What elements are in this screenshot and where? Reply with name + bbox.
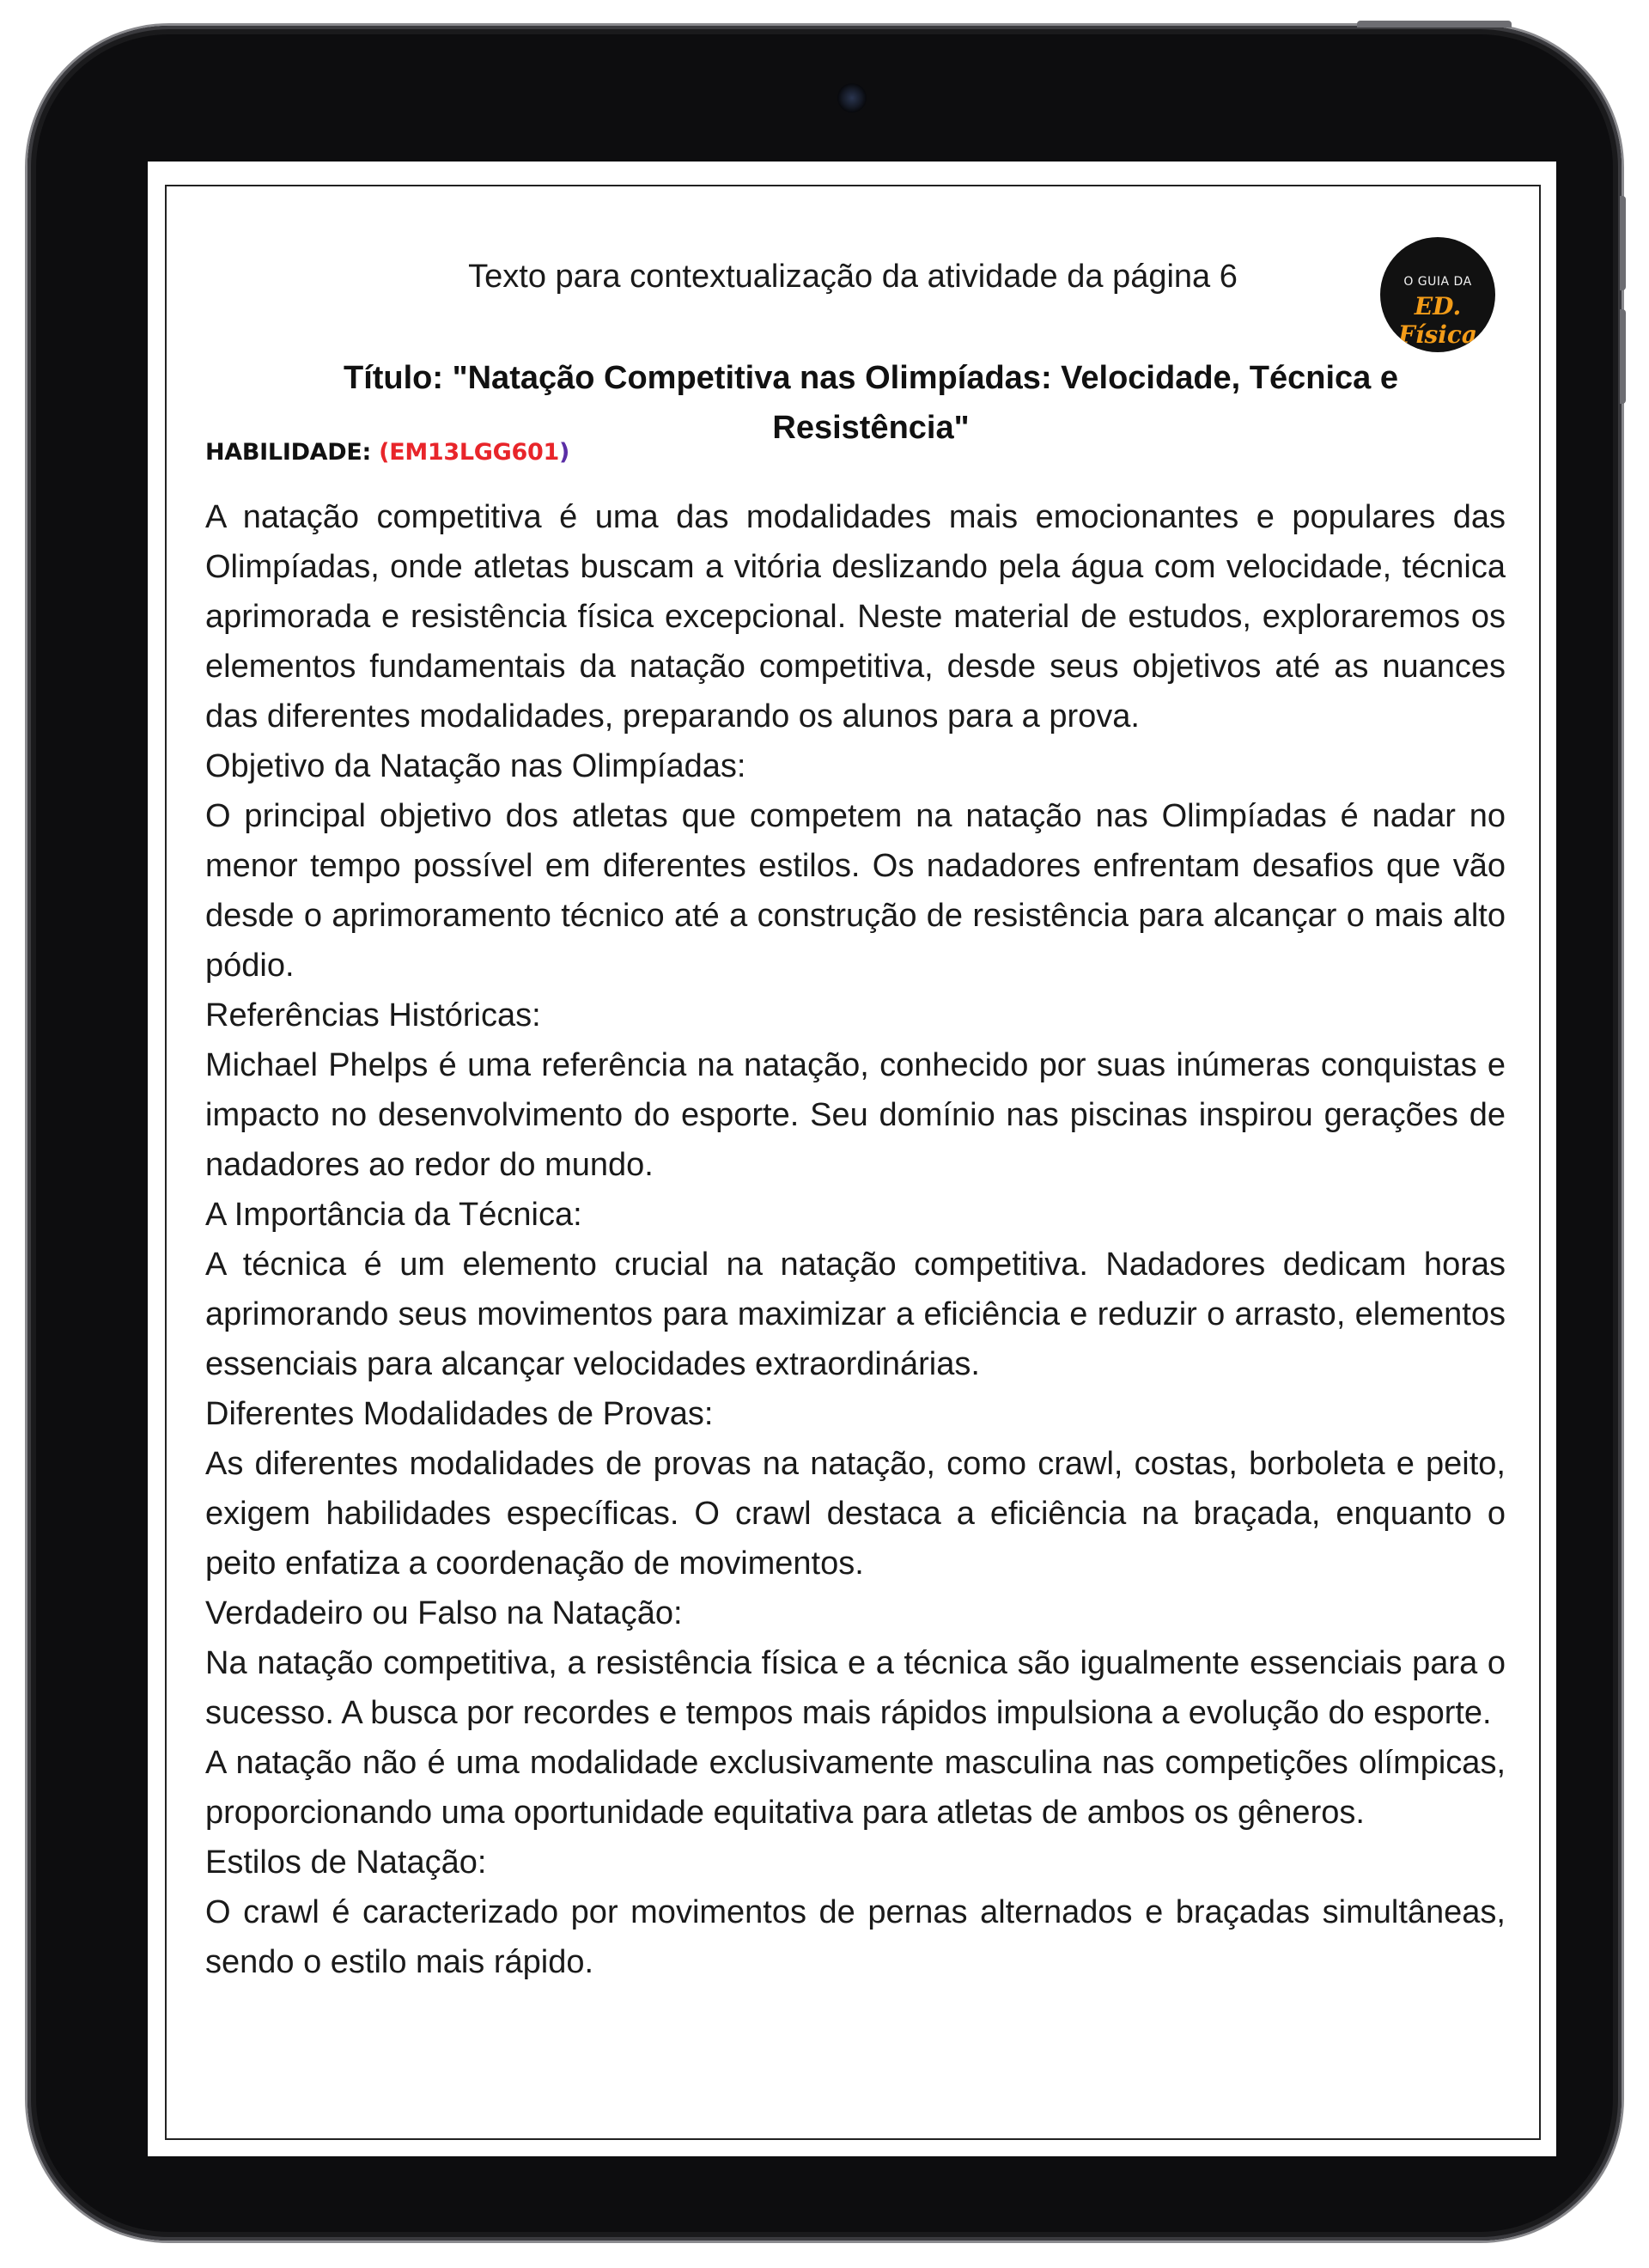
section-heading: Referências Históricas: (205, 997, 541, 1033)
section-heading: A Importância da Técnica: (205, 1197, 582, 1233)
paragraph: A técnica é um elemento crucial na natação competitiva. Nadadores dedicam horas aprimorando seus movimentos para maximizar a eficiência e reduzir o arrasto, elementos essenciais para alcançar velocidades extraordinárias. (205, 1247, 1506, 1382)
skill-label: HABILIDADE: (205, 439, 372, 466)
section-heading: Estilos de Natação: (205, 1844, 487, 1881)
document-border (165, 185, 1541, 2140)
section-heading: Verdadeiro ou Falso na Natação: (205, 1595, 683, 1631)
camera-icon (837, 83, 867, 113)
screen (148, 162, 1556, 2156)
skill-close-paren: ) (558, 439, 570, 466)
skill-open-paren: ( (379, 439, 390, 466)
paragraph: Michael Phelps é uma referência na natação, conhecido por suas inúmeras conquistas e impacto no desenvolvimento do esporte. Seu domínio nas piscinas inspirou gerações de nadadores ao redor do mundo. (205, 1047, 1506, 1183)
power-button (1357, 21, 1512, 27)
tablet-frame (27, 26, 1622, 2241)
section-heading: Objetivo da Natação nas Olimpíadas: (205, 748, 746, 784)
document-title: Título: "Natação Competitiva nas Olimpíadas: Velocidade, Técnica e Resistência" (343, 360, 1399, 446)
volume-down-button (1620, 309, 1626, 404)
logo-top-text: O GUIA DA (1403, 275, 1472, 289)
paragraph: A natação não é uma modalidade exclusivamente masculina nas competições olímpicas, proporcionando uma oportunidade equitativa para atletas de ambos os gêneros. (205, 1745, 1506, 1831)
skill-line (205, 439, 569, 466)
skill-code: EM13LGG601 (389, 439, 559, 466)
paragraph: Na natação competitiva, a resistência física e a técnica são igualmente essenciais para o sucesso. A busca por recordes e tempos mais rápidos impulsiona a evolução do esporte. (205, 1645, 1506, 1731)
intro-paragraph: A natação competitiva é uma das modalidades mais emocionantes e populares das Olimpíadas, onde atletas buscam a vitória deslizando pela água com velocidade, técnica aprimorada e resistência física excepcional. Neste material de estudos, exploraremos os elementos fundamentais da natação competitiva, desde seus objetivos até as nuances das diferentes modalidades, preparando os alunos para a prova. (205, 499, 1506, 735)
paragraph: As diferentes modalidades de provas na natação, como crawl, costas, borboleta e peito, exigem habilidades específicas. O crawl destaca a eficiência na braçada, enquanto o peito enfatiza a coordenação de movimentos. (205, 1446, 1506, 1582)
volume-up-button (1620, 196, 1626, 290)
logo (1380, 237, 1495, 352)
logo-bottom-text: ED. Física (1397, 292, 1478, 349)
paragraph: O principal objetivo dos atletas que competem na natação nas Olimpíadas é nadar no menor tempo possível em diferentes estilos. Os nadadores enfrentam desafios que vão desde o aprimoramento técnico até a construção de resistência para alcançar o mais alto pódio. (205, 798, 1506, 984)
context-subtitle: Texto para contextualização da atividade da página 6 (468, 259, 1238, 295)
paragraph: O crawl é caracterizado por movimentos de pernas alternados e braçadas simultâneas, sendo o estilo mais rápido. (205, 1894, 1506, 1980)
section-heading: Diferentes Modalidades de Provas: (205, 1396, 714, 1432)
document-body (205, 492, 1506, 1987)
